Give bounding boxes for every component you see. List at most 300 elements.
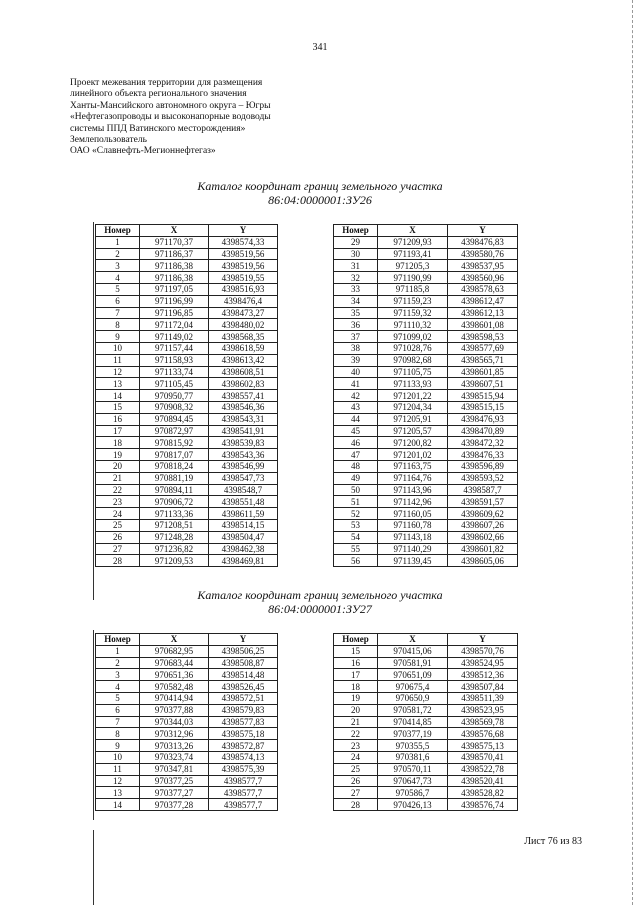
point-number: 15 [96, 401, 140, 413]
x-coordinate: 970586,7 [378, 787, 448, 799]
table-row [96, 787, 278, 799]
x-coordinate: 970312,96 [140, 728, 209, 740]
point-number: 6 [96, 295, 140, 307]
x-coordinate: 970381,6 [378, 751, 448, 763]
table-row [96, 331, 278, 343]
x-coordinate: 970582,48 [140, 681, 209, 693]
table-row [96, 669, 278, 681]
catalog-1-title [120, 179, 520, 207]
x-coordinate: 970313,26 [140, 740, 209, 752]
table-row [334, 657, 518, 669]
point-number: 4 [96, 272, 140, 284]
x-coordinate: 970651,09 [378, 669, 448, 681]
column-header-y: Y [448, 225, 518, 237]
point-number: 1 [96, 645, 140, 657]
y-coordinate: 4398546,99 [209, 460, 278, 472]
y-coordinate: 4398576,74 [448, 799, 518, 811]
x-coordinate: 971209,53 [140, 555, 209, 567]
table-row [334, 763, 518, 775]
table-row [334, 283, 518, 295]
x-coordinate: 970982,68 [378, 354, 448, 366]
x-coordinate: 971248,28 [140, 531, 209, 543]
point-number: 38 [334, 342, 378, 354]
y-coordinate: 4398548,7 [209, 484, 278, 496]
point-number: 28 [334, 799, 378, 811]
point-number: 26 [334, 775, 378, 787]
table-row [96, 763, 278, 775]
table-row [334, 704, 518, 716]
table-row [96, 645, 278, 657]
table-row [96, 799, 278, 811]
x-coordinate: 971157,44 [140, 342, 209, 354]
table-row [334, 645, 518, 657]
catalog-parcel-id: 86:04:0000001:ЗУ26 [268, 193, 372, 207]
x-coordinate: 970647,73 [378, 775, 448, 787]
point-number: 53 [334, 519, 378, 531]
x-coordinate: 970377,25 [140, 775, 209, 787]
point-number: 43 [334, 401, 378, 413]
point-number: 35 [334, 307, 378, 319]
point-number: 19 [334, 692, 378, 704]
point-number: 23 [96, 496, 140, 508]
x-coordinate: 971159,23 [378, 295, 448, 307]
x-coordinate: 971200,82 [378, 437, 448, 449]
point-number: 9 [96, 740, 140, 752]
table-row [334, 728, 518, 740]
y-coordinate: 4398514,15 [209, 519, 278, 531]
point-number: 41 [334, 378, 378, 390]
y-coordinate: 4398514,48 [209, 669, 278, 681]
y-coordinate: 4398539,83 [209, 437, 278, 449]
header-line: «Нефтегазопроводы и высоконапорные водоводы [70, 112, 271, 123]
x-coordinate: 970377,88 [140, 704, 209, 716]
column-header-y: Y [209, 634, 278, 646]
table-row [96, 354, 278, 366]
x-coordinate: 971105,45 [140, 378, 209, 390]
column-header-x: X [140, 634, 209, 646]
document-header [70, 78, 271, 158]
y-coordinate: 4398470,89 [448, 425, 518, 437]
y-coordinate: 4398546,36 [209, 401, 278, 413]
point-number: 8 [96, 728, 140, 740]
point-number: 11 [96, 354, 140, 366]
point-number: 21 [334, 716, 378, 728]
point-number: 45 [334, 425, 378, 437]
table-row [96, 378, 278, 390]
point-number: 16 [96, 413, 140, 425]
point-number: 10 [96, 342, 140, 354]
table-row [96, 401, 278, 413]
y-coordinate: 4398522,78 [448, 763, 518, 775]
column-header-x: X [378, 225, 448, 237]
x-coordinate: 971170,37 [140, 236, 209, 248]
table-row [334, 319, 518, 331]
table-row [96, 472, 278, 484]
y-coordinate: 4398602,83 [209, 378, 278, 390]
y-coordinate: 4398519,56 [209, 260, 278, 272]
point-number: 22 [96, 484, 140, 496]
y-coordinate: 4398577,7 [209, 775, 278, 787]
y-coordinate: 4398570,41 [448, 751, 518, 763]
y-coordinate: 4398607,51 [448, 378, 518, 390]
y-coordinate: 4398515,94 [448, 390, 518, 402]
y-coordinate: 4398601,85 [448, 366, 518, 378]
y-coordinate: 4398523,95 [448, 704, 518, 716]
table-row [334, 437, 518, 449]
table-row [334, 272, 518, 284]
x-coordinate: 971196,85 [140, 307, 209, 319]
point-number: 2 [96, 657, 140, 669]
table-row [334, 740, 518, 752]
table-row [334, 378, 518, 390]
coordinates-table-left [95, 224, 278, 567]
table-row [334, 342, 518, 354]
x-coordinate: 970377,19 [378, 728, 448, 740]
catalog-title-line: Каталог координат границ земельного участка [197, 179, 443, 193]
point-number: 14 [96, 390, 140, 402]
table-row [334, 531, 518, 543]
x-coordinate: 971160,05 [378, 508, 448, 520]
column-header-y: Y [448, 634, 518, 646]
y-coordinate: 4398551,48 [209, 496, 278, 508]
point-number: 39 [334, 354, 378, 366]
point-number: 4 [96, 681, 140, 693]
header-line: линейного объекта регионального значения [70, 89, 247, 100]
point-number: 33 [334, 283, 378, 295]
x-coordinate: 970950,77 [140, 390, 209, 402]
y-coordinate: 4398519,56 [209, 248, 278, 260]
y-coordinate: 4398476,83 [448, 236, 518, 248]
column-header-y: Y [209, 225, 278, 237]
binding-mark [93, 222, 94, 600]
x-coordinate: 970355,5 [378, 740, 448, 752]
y-coordinate: 4398596,89 [448, 460, 518, 472]
x-coordinate: 971028,76 [378, 342, 448, 354]
x-coordinate: 971196,99 [140, 295, 209, 307]
point-number: 20 [334, 704, 378, 716]
table-row [334, 751, 518, 763]
table-row [96, 272, 278, 284]
column-header-x: X [378, 634, 448, 646]
y-coordinate: 4398524,95 [448, 657, 518, 669]
point-number: 15 [334, 645, 378, 657]
point-number: 52 [334, 508, 378, 520]
x-coordinate: 971158,93 [140, 354, 209, 366]
point-number: 32 [334, 272, 378, 284]
point-number: 27 [334, 787, 378, 799]
table-row [96, 366, 278, 378]
y-coordinate: 4398565,71 [448, 354, 518, 366]
table-row [96, 342, 278, 354]
point-number: 17 [96, 425, 140, 437]
point-number: 17 [334, 669, 378, 681]
point-number: 47 [334, 449, 378, 461]
y-coordinate: 4398476,33 [448, 449, 518, 461]
x-coordinate: 971205,3 [378, 260, 448, 272]
x-coordinate: 971149,02 [140, 331, 209, 343]
y-coordinate: 4398577,7 [209, 799, 278, 811]
y-coordinate: 4398611,59 [209, 508, 278, 520]
x-coordinate: 970675,4 [378, 681, 448, 693]
y-coordinate: 4398511,39 [448, 692, 518, 704]
point-number: 18 [334, 681, 378, 693]
table-row [334, 692, 518, 704]
x-coordinate: 971142,96 [378, 496, 448, 508]
x-coordinate: 971160,78 [378, 519, 448, 531]
table-row [334, 425, 518, 437]
table-row [96, 740, 278, 752]
x-coordinate: 970894,11 [140, 484, 209, 496]
table-row [96, 496, 278, 508]
y-coordinate: 4398520,41 [448, 775, 518, 787]
point-number: 40 [334, 366, 378, 378]
x-coordinate: 970650,9 [378, 692, 448, 704]
y-coordinate: 4398607,26 [448, 519, 518, 531]
x-coordinate: 970818,24 [140, 460, 209, 472]
point-number: 1 [96, 236, 140, 248]
table-row [334, 390, 518, 402]
header-line: Ханты-Мансийского автономного округа – Югры [70, 100, 271, 111]
y-coordinate: 4398598,53 [448, 331, 518, 343]
point-number: 19 [96, 449, 140, 461]
y-coordinate: 4398577,7 [209, 787, 278, 799]
table-row [96, 425, 278, 437]
point-number: 36 [334, 319, 378, 331]
point-number: 54 [334, 531, 378, 543]
table-row [334, 543, 518, 555]
point-number: 24 [334, 751, 378, 763]
point-number: 27 [96, 543, 140, 555]
point-number: 25 [334, 763, 378, 775]
x-coordinate: 971110,32 [378, 319, 448, 331]
table-row [96, 692, 278, 704]
x-coordinate: 970817,07 [140, 449, 209, 461]
table-row [334, 508, 518, 520]
table-row [96, 437, 278, 449]
point-number: 21 [96, 472, 140, 484]
point-number: 6 [96, 704, 140, 716]
table-row [334, 236, 518, 248]
point-number: 44 [334, 413, 378, 425]
y-coordinate: 4398601,82 [448, 543, 518, 555]
table-row [96, 657, 278, 669]
y-coordinate: 4398515,15 [448, 401, 518, 413]
y-coordinate: 4398618,59 [209, 342, 278, 354]
y-coordinate: 4398575,39 [209, 763, 278, 775]
y-coordinate: 4398569,78 [448, 716, 518, 728]
sheet-counter: Лист 76 из 83 [524, 836, 582, 847]
column-header-number: Номер [334, 225, 378, 237]
y-coordinate: 4398580,76 [448, 248, 518, 260]
table-row [96, 390, 278, 402]
point-number: 37 [334, 331, 378, 343]
point-number: 14 [96, 799, 140, 811]
table-row [334, 260, 518, 272]
table-row [96, 775, 278, 787]
x-coordinate: 970347,81 [140, 763, 209, 775]
y-coordinate: 4398526,45 [209, 681, 278, 693]
y-coordinate: 4398473,27 [209, 307, 278, 319]
table-row [96, 555, 278, 567]
page-edge-line [631, 0, 633, 905]
table-row [96, 716, 278, 728]
x-coordinate: 970651,36 [140, 669, 209, 681]
x-coordinate: 970414,94 [140, 692, 209, 704]
x-coordinate: 971159,32 [378, 307, 448, 319]
y-coordinate: 4398575,13 [448, 740, 518, 752]
table-row [96, 519, 278, 531]
x-coordinate: 971186,37 [140, 248, 209, 260]
y-coordinate: 4398516,93 [209, 283, 278, 295]
table-row [96, 307, 278, 319]
x-coordinate: 970570,11 [378, 763, 448, 775]
point-number: 10 [96, 751, 140, 763]
x-coordinate: 970683,44 [140, 657, 209, 669]
x-coordinate: 970426,13 [378, 799, 448, 811]
x-coordinate: 971185,8 [378, 283, 448, 295]
y-coordinate: 4398543,36 [209, 449, 278, 461]
table-row [334, 366, 518, 378]
x-coordinate: 971204,34 [378, 401, 448, 413]
y-coordinate: 4398476,93 [448, 413, 518, 425]
y-coordinate: 4398480,02 [209, 319, 278, 331]
x-coordinate: 971190,99 [378, 272, 448, 284]
point-number: 11 [96, 763, 140, 775]
x-coordinate: 970894,45 [140, 413, 209, 425]
point-number: 48 [334, 460, 378, 472]
x-coordinate: 970323,74 [140, 751, 209, 763]
x-coordinate: 970415,06 [378, 645, 448, 657]
x-coordinate: 970906,72 [140, 496, 209, 508]
y-coordinate: 4398578,63 [448, 283, 518, 295]
x-coordinate: 971205,91 [378, 413, 448, 425]
point-number: 31 [334, 260, 378, 272]
table-row [334, 484, 518, 496]
x-coordinate: 971201,02 [378, 449, 448, 461]
point-number: 50 [334, 484, 378, 496]
y-coordinate: 4398609,62 [448, 508, 518, 520]
y-coordinate: 4398507,84 [448, 681, 518, 693]
table-row [334, 716, 518, 728]
point-number: 34 [334, 295, 378, 307]
x-coordinate: 970872,97 [140, 425, 209, 437]
y-coordinate: 4398476,4 [209, 295, 278, 307]
table-row [334, 787, 518, 799]
y-coordinate: 4398613,42 [209, 354, 278, 366]
y-coordinate: 4398462,38 [209, 543, 278, 555]
point-number: 30 [334, 248, 378, 260]
point-number: 22 [334, 728, 378, 740]
point-number: 7 [96, 307, 140, 319]
y-coordinate: 4398579,83 [209, 704, 278, 716]
y-coordinate: 4398577,69 [448, 342, 518, 354]
table-row [96, 248, 278, 260]
catalog-title-line: Каталог координат границ земельного участка [197, 588, 443, 602]
x-coordinate: 971163,75 [378, 460, 448, 472]
x-coordinate: 971133,74 [140, 366, 209, 378]
x-coordinate: 971133,36 [140, 508, 209, 520]
binding-mark [93, 830, 94, 905]
point-number: 29 [334, 236, 378, 248]
point-number: 49 [334, 472, 378, 484]
y-coordinate: 4398547,73 [209, 472, 278, 484]
table-row [334, 775, 518, 787]
x-coordinate: 971099,02 [378, 331, 448, 343]
point-number: 46 [334, 437, 378, 449]
header-line: Проект межевания территории для размещения [70, 78, 263, 88]
table-row [334, 401, 518, 413]
x-coordinate: 971201,22 [378, 390, 448, 402]
x-coordinate: 970581,72 [378, 704, 448, 716]
x-coordinate: 971186,38 [140, 260, 209, 272]
table-row [96, 681, 278, 693]
point-number: 18 [96, 437, 140, 449]
header-line: ОАО «Славнефть-Мегионнефтегаз» [70, 146, 216, 157]
y-coordinate: 4398572,87 [209, 740, 278, 752]
x-coordinate: 971205,57 [378, 425, 448, 437]
point-number: 3 [96, 669, 140, 681]
point-number: 20 [96, 460, 140, 472]
point-number: 9 [96, 331, 140, 343]
x-coordinate: 971186,38 [140, 272, 209, 284]
x-coordinate: 970881,19 [140, 472, 209, 484]
y-coordinate: 4398541,91 [209, 425, 278, 437]
catalog-parcel-id: 86:04:0000001:ЗУ27 [268, 602, 372, 616]
point-number: 13 [96, 378, 140, 390]
y-coordinate: 4398612,47 [448, 295, 518, 307]
y-coordinate: 4398472,32 [448, 437, 518, 449]
page-number: 341 [312, 42, 328, 53]
y-coordinate: 4398572,51 [209, 692, 278, 704]
point-number: 28 [96, 555, 140, 567]
point-number: 8 [96, 319, 140, 331]
x-coordinate: 970377,28 [140, 799, 209, 811]
table-row [334, 669, 518, 681]
table-row [96, 460, 278, 472]
x-coordinate: 970682,95 [140, 645, 209, 657]
table-row [96, 283, 278, 295]
x-coordinate: 971139,45 [378, 555, 448, 567]
x-coordinate: 970815,92 [140, 437, 209, 449]
point-number: 23 [334, 740, 378, 752]
x-coordinate: 970344,03 [140, 716, 209, 728]
x-coordinate: 971133,93 [378, 378, 448, 390]
x-coordinate: 971208,51 [140, 519, 209, 531]
column-header-x: X [140, 225, 209, 237]
point-number: 3 [96, 260, 140, 272]
table-row [96, 531, 278, 543]
coordinates-table-left [95, 633, 278, 811]
table-row [96, 260, 278, 272]
y-coordinate: 4398519,55 [209, 272, 278, 284]
point-number: 51 [334, 496, 378, 508]
table-row [334, 248, 518, 260]
x-coordinate: 970377,27 [140, 787, 209, 799]
table-row [96, 413, 278, 425]
table-row [334, 799, 518, 811]
y-coordinate: 4398528,82 [448, 787, 518, 799]
table-row [334, 519, 518, 531]
table-row [96, 484, 278, 496]
table-row [334, 472, 518, 484]
column-header-number: Номер [334, 634, 378, 646]
point-number: 26 [96, 531, 140, 543]
y-coordinate: 4398602,66 [448, 531, 518, 543]
coordinates-table-right [333, 633, 518, 811]
y-coordinate: 4398506,25 [209, 645, 278, 657]
header-line: Землепользователь [70, 135, 147, 146]
y-coordinate: 4398512,36 [448, 669, 518, 681]
